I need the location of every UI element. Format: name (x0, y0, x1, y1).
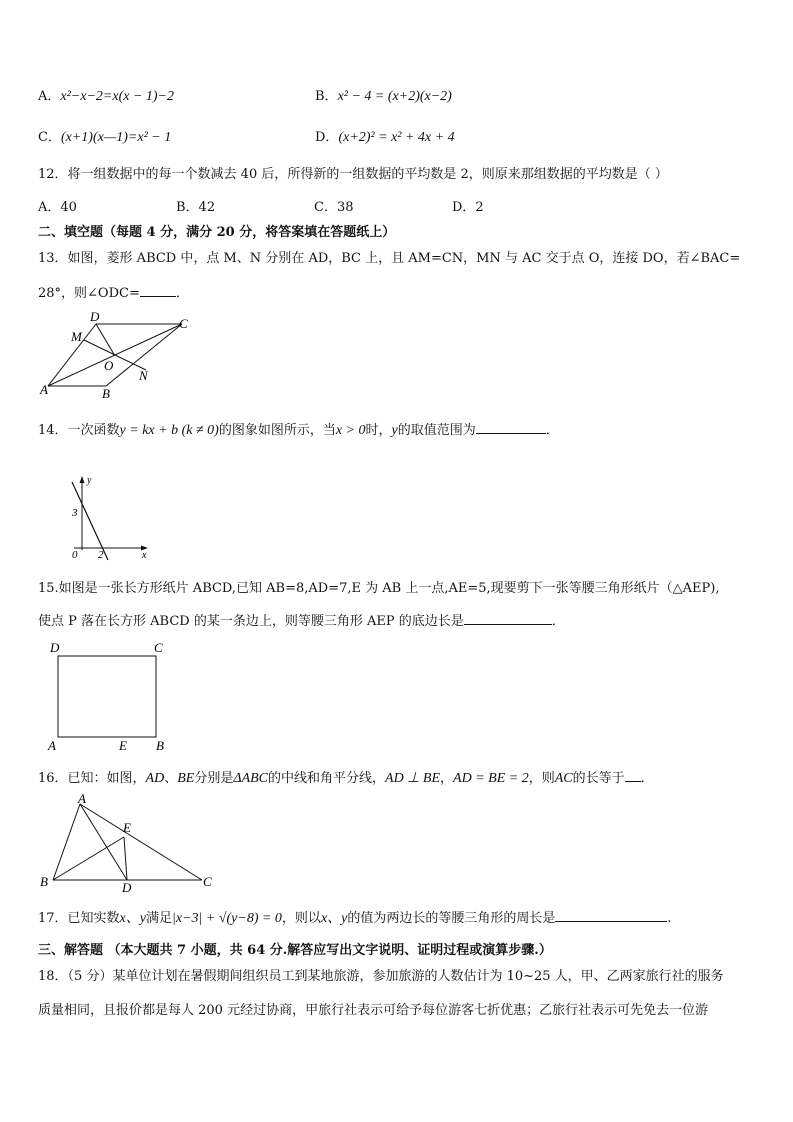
q16-text: 16．已知：如图，AD、BE分别是ΔABC的中线和角平分线，AD ⊥ BE，AD = BE = 2，则AC的长等于 ． (38, 771, 654, 786)
label-e: E (123, 820, 131, 835)
q15-line2: 使点 P 落在长方形 ABCD 的某一条边上，则等腰三角形 AEP 的底边长是 ． (38, 614, 565, 629)
q12-option-d: D．2 (452, 200, 484, 215)
q11-option-c-expr: (x+1)(x—1)=x² − 1 (60, 130, 172, 145)
segment-do (96, 324, 115, 356)
y-axis-arrow (80, 476, 85, 483)
side-ca (80, 804, 202, 880)
q11-option-d-expr: (x+2)² = x² + 4x + 4 (338, 130, 455, 145)
q16-answer-blank[interactable] (625, 769, 641, 782)
q12-option-a: A．40 (38, 200, 77, 215)
q17-answer-blank[interactable] (555, 909, 667, 922)
label-m: M (71, 329, 82, 344)
q12-option-b: B．42 (176, 200, 216, 215)
label-intercept-3: 3 (72, 507, 78, 519)
q11-option-a: A．x²−x−2=x(x − 1)−2 (38, 89, 175, 104)
q18-line1: 18．（5 分）某单位计划在暑假期间组织员工到某地旅游，参加旅游的人数估计为 10~25 人，甲、乙两家旅行社的服务 (38, 969, 724, 984)
q17-text: 17．已知实数x、y满足|x−3| + √(y−8) = 0，则以x、y的值为两边长的等腰三角形的周长是 . (38, 911, 672, 926)
label-c: C (154, 640, 163, 655)
label-d: D (122, 880, 132, 895)
q14-text: 14．一次函数y = kx + b (k ≠ 0)的图象如图所示，当x > 0时，y的取值范围为 ． (38, 423, 559, 438)
label-a: A (78, 791, 86, 806)
rectangle-abcd (58, 656, 156, 737)
q11-option-b: B．x² − 4 = (x+2)(x−2) (315, 89, 452, 104)
side-ab (53, 804, 80, 880)
section3-title: 三、解答题 （本大题共 7 小题，共 64 分.解答应写出文字说明、证明过程或演算步骤.） (38, 943, 552, 958)
q11-option-c: C．(x+1)(x—1)=x² − 1 (38, 130, 172, 145)
label-x-axis: x (142, 550, 147, 561)
label-b: B (102, 386, 110, 401)
label-c: C (179, 316, 188, 331)
q17-condition: |x−3| + √(y−8) = 0 (172, 911, 282, 926)
label-n: N (139, 368, 148, 383)
q11-option-a-expr: x²−x−2=x(x − 1)−2 (60, 89, 175, 104)
label-b: B (156, 738, 164, 753)
q12-text: 12．将一组数据中的每一个数减去 40 后，所得新的一组数据的平均数是 2，则原来那组数据的平均数是（ ） (38, 167, 668, 182)
q12-option-c: C．38 (314, 200, 354, 215)
label-a: A (48, 738, 56, 753)
q13-line1: 13．如图，菱形 ABCD 中，点 M、N 分别在 AD，BC 上，且 AM=CN，MN 与 AC 交于点 O，连接 DO，若∠BAC= (38, 251, 741, 266)
label-e: E (119, 738, 127, 753)
q15-answer-blank[interactable] (464, 612, 552, 625)
q13-answer-blank[interactable] (140, 284, 176, 297)
label-intercept-2: 2 (98, 549, 104, 561)
label-b: B (40, 874, 48, 889)
q14-formula: y = kx + b (k ≠ 0) (119, 423, 219, 438)
q13-line2: 28°，则∠ODC= ． (38, 286, 189, 301)
q15-rectangle-figure (46, 640, 176, 756)
q15-line1: 15.如图是一张长方形纸片 ABCD,已知 AB=8,AD=7,E 为 AB 上一点,AE=5,现要剪下一张等腰三角形纸片（△AEP), (38, 581, 720, 596)
q18-line2: 质量相同，且报价都是每人 200 元经过协商，甲旅行社表示可给予每位游客七折优惠；乙旅行社表示可先免去一位游 (38, 1003, 709, 1018)
label-d: D (90, 309, 100, 324)
section2-title: 二、填空题（每题 4 分，满分 20 分，将答案填在答题纸上） (38, 225, 396, 240)
label-y-axis: y (87, 475, 92, 486)
label-o: O (104, 358, 114, 373)
label-a: A (40, 382, 48, 397)
median-ad (80, 804, 127, 880)
q14-graph-figure (60, 472, 160, 564)
q16-triangle-figure (36, 791, 226, 895)
q11-option-b-expr: x² − 4 = (x+2)(x−2) (337, 89, 452, 104)
label-origin: 0 (72, 549, 78, 561)
q11-option-d: D．(x+2)² = x² + 4x + 4 (315, 130, 455, 145)
segment-ed (124, 837, 127, 880)
q13-rhombus-figure (38, 309, 198, 401)
label-c: C (203, 874, 212, 889)
q14-answer-blank[interactable] (476, 421, 546, 434)
label-d: D (50, 640, 60, 655)
